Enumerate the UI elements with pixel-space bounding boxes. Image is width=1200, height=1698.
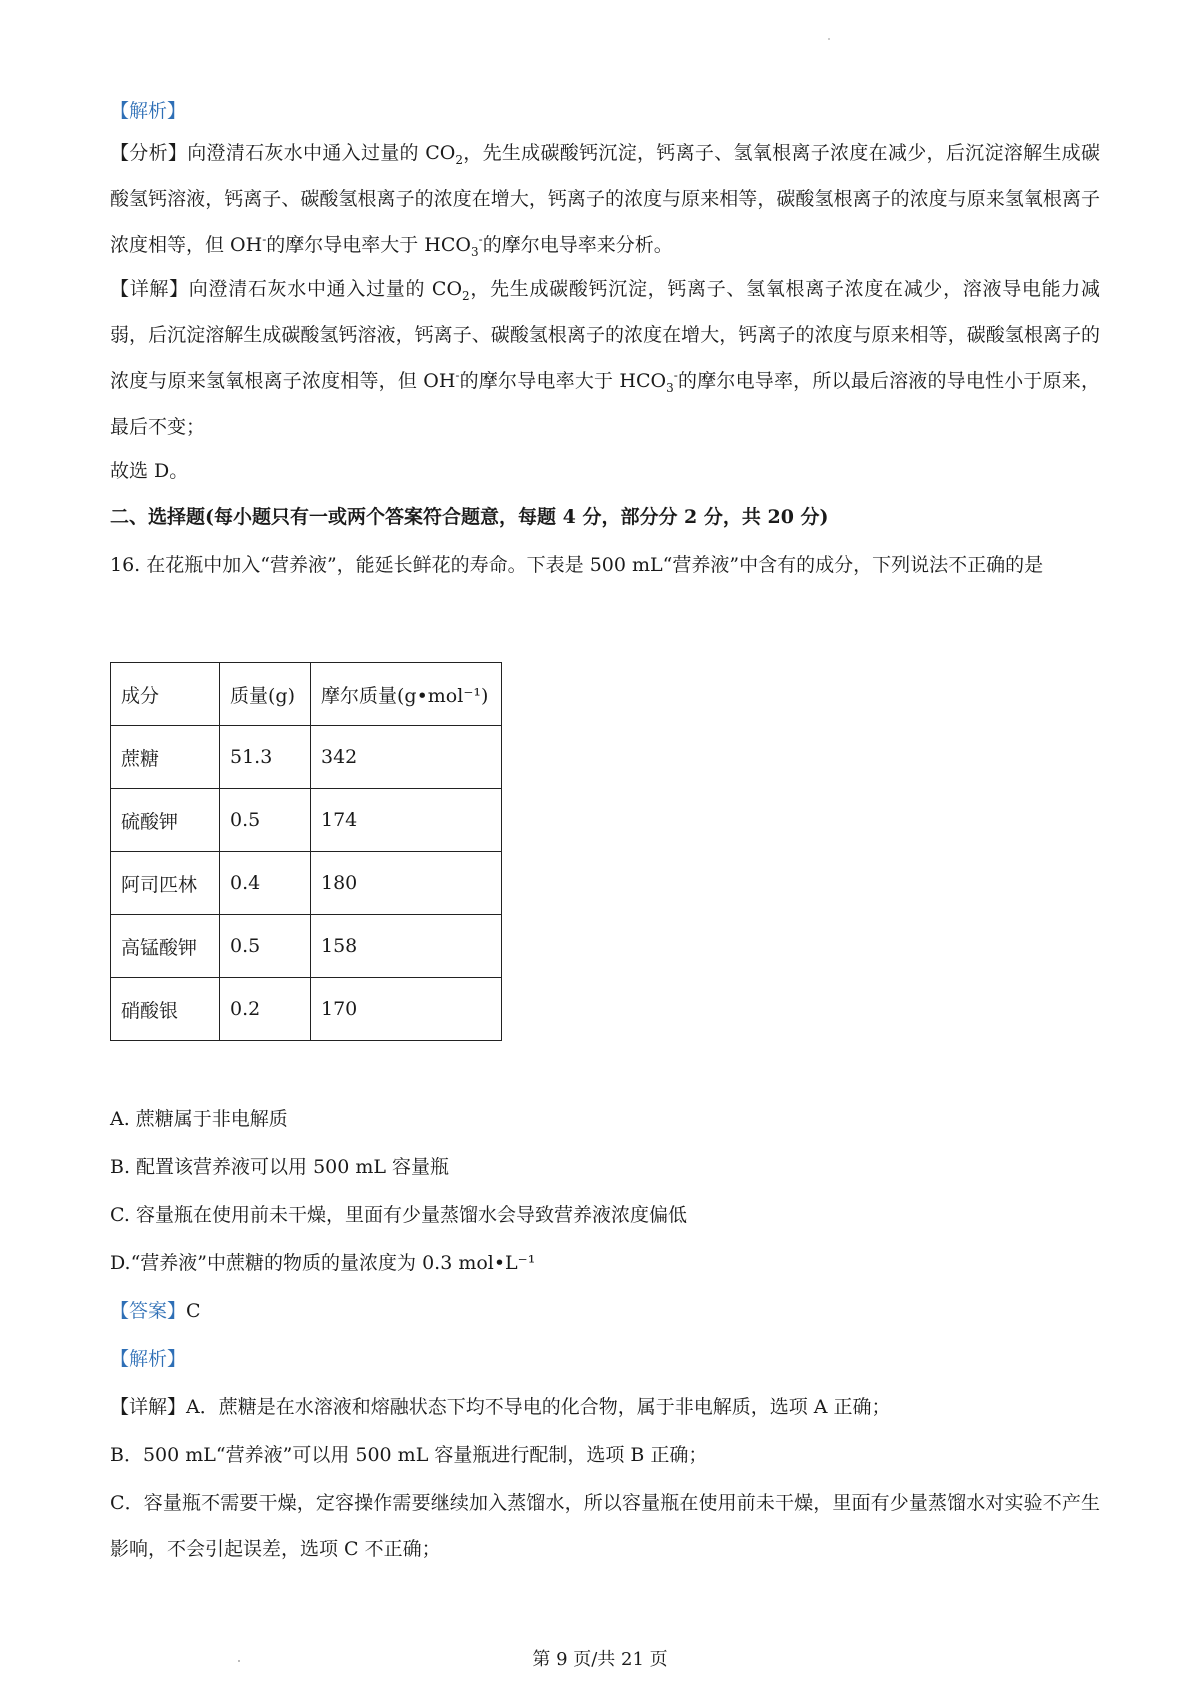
- table-cell: 硫酸钾: [111, 789, 220, 852]
- table-row: [111, 852, 502, 915]
- table-cell: 0.4: [220, 852, 311, 915]
- hco3-subscript: 3: [666, 380, 674, 395]
- fenxi-label: 【分析】: [110, 142, 188, 164]
- co2-subscript: 2: [455, 152, 463, 167]
- table-cell: 0.5: [220, 789, 311, 852]
- page-footer: 第 9 页/共 21 页: [532, 1649, 668, 1670]
- ingredient-table: [110, 662, 502, 1041]
- detail-paragraph: [110, 266, 1100, 450]
- table-row: [111, 726, 502, 789]
- xiangjie-label: 【详解】: [110, 278, 189, 300]
- table-cell: 342: [311, 726, 502, 789]
- analysis-label: 【解析】: [110, 1348, 187, 1370]
- hco3-superscript: -: [673, 368, 678, 383]
- conclusion-line: 故选 D。: [110, 460, 189, 482]
- detail-a: [110, 1384, 1100, 1430]
- xiangjie-text-c: 的摩尔导电率大于 HCO: [459, 370, 667, 392]
- answer-value: C: [186, 1300, 201, 1322]
- table-cell: 阿司匹林: [111, 852, 220, 915]
- analysis-paragraph: [110, 130, 1100, 268]
- table-cell: 51.3: [220, 726, 311, 789]
- option-c: C. 容量瓶在使用前未干燥，里面有少量蒸馏水会导致营养液浓度偏低: [110, 1204, 687, 1226]
- table-cell: 180: [311, 852, 502, 915]
- fenxi-text-a: 向澄清石灰水中通入过量的 CO: [187, 142, 456, 164]
- fenxi-text-d: 的摩尔电导率来分析。: [482, 234, 673, 256]
- detail-a-text: A．蔗糖是在水溶液和熔融状态下均不导电的化合物，属于非电解质，选项 A 正确；: [186, 1396, 891, 1418]
- answer-label: 【答案】: [110, 1300, 187, 1322]
- table-cell: 158: [311, 915, 502, 978]
- table-cell: 174: [311, 789, 502, 852]
- option-d: D.“营养液”中蔗糖的物质的量浓度为 0.3 mol•L⁻¹: [110, 1252, 536, 1274]
- xiangjie-text-a: 向澄清石灰水中通入过量的 CO: [188, 278, 463, 300]
- table-cell: 0.2: [220, 978, 311, 1041]
- co2-subscript: 2: [462, 288, 470, 303]
- oh-superscript: -: [262, 232, 267, 247]
- detail-c: C．容量瓶不需要干燥，定容操作需要继续加入蒸馏水，所以容量瓶在使用前未干燥，里面有少量蒸馏水对实验不产生影响，不会引起误差，选项 C 不正确；: [110, 1492, 1100, 1560]
- xiangjie-text-d: 的摩尔电导率，所以最后溶液的导电性小于原来，最后不变；: [110, 370, 1100, 438]
- option-a: A. 蔗糖属于非电解质: [110, 1108, 288, 1130]
- table-row: [111, 789, 502, 852]
- oh-superscript: -: [455, 368, 460, 383]
- xiangjie-text-b: ，先生成碳酸钙沉淀，钙离子、氢氧根离子浓度在减少，溶液导电能力减弱，后沉淀溶解生成碳酸氢钙溶液，钙离子、碳酸氢根离子的浓度在增大，钙离子的浓度与原来相等，碳酸氢根离子的浓度与原来氢氧根离子浓度相等，但 OH: [110, 278, 1100, 392]
- detail-label: 【详解】: [110, 1396, 187, 1418]
- hco3-superscript: -: [478, 232, 483, 247]
- option-b: B. 配置该营养液可以用 500 mL 容量瓶: [110, 1156, 450, 1178]
- hco3-subscript: 3: [470, 244, 479, 259]
- section-heading: 二、选择题(每小题只有一或两个答案符合题意，每题 4 分，部分分 2 分，共 20 分): [110, 506, 829, 528]
- table-cell: 高锰酸钾: [111, 915, 220, 978]
- table-header-cell: 成分: [111, 663, 220, 726]
- question-stem: 16. 在花瓶中加入“营养液”，能延长鲜花的寿命。下表是 500 mL“营养液”中含有的成分，下列说法不正确的是: [110, 554, 1044, 576]
- fenxi-text-b: ，先生成碳酸钙沉淀，钙离子、氢氧根离子浓度在减少，后沉淀溶解生成碳酸氢钙溶液，钙离子、碳酸氢根离子的浓度在增大，钙离子的浓度与原来相等，碳酸氢根离子的浓度与原来氢氧根离子浓度相等，但 OH: [110, 142, 1100, 256]
- scan-speck: [828, 38, 830, 40]
- detail-b: B．500 mL“营养液”可以用 500 mL 容量瓶进行配制，选项 B 正确；: [110, 1444, 708, 1466]
- answer-line: [110, 1288, 1100, 1334]
- table-row: [111, 915, 502, 978]
- table-cell: 硝酸银: [111, 978, 220, 1041]
- table-header-cell: 摩尔质量(g•mol⁻¹): [311, 663, 502, 726]
- table-row: [111, 978, 502, 1041]
- fenxi-text-c: 的摩尔导电率大于 HCO: [266, 234, 471, 256]
- table-cell: 蔗糖: [111, 726, 220, 789]
- table-header-cell: 质量(g): [220, 663, 311, 726]
- table-cell: 0.5: [220, 915, 311, 978]
- analysis-label: 【解析】: [110, 100, 187, 122]
- table-header-row: [111, 663, 502, 726]
- table-cell: 170: [311, 978, 502, 1041]
